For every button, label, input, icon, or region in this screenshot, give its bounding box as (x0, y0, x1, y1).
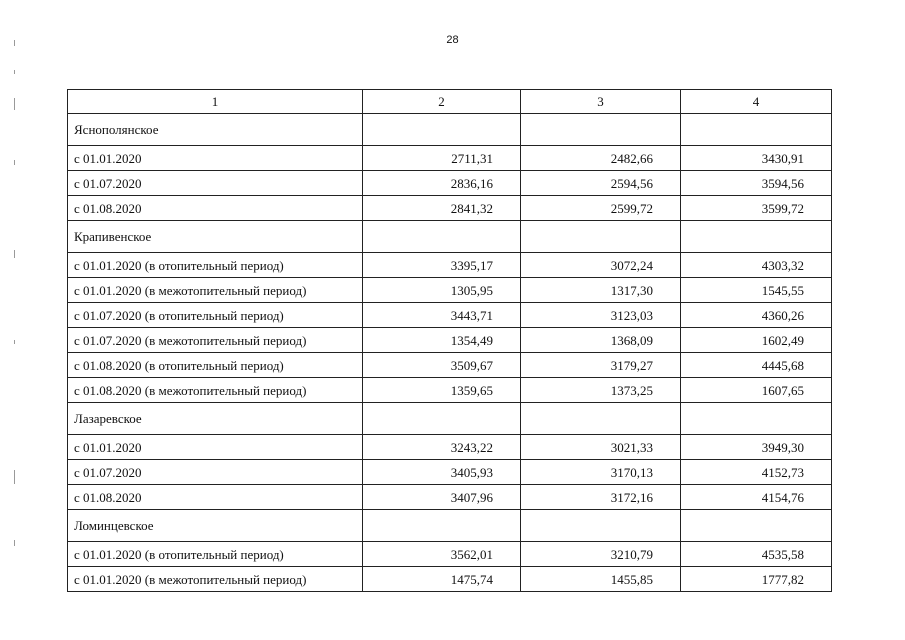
section-name: Яснополянское (68, 114, 363, 146)
table-row (68, 378, 832, 403)
period-cell: с 01.08.2020 (в отопительный период) (68, 353, 363, 378)
header-cell-2: 2 (363, 90, 521, 114)
value-cell-col3: 1373,25 (521, 378, 681, 403)
value-cell-col3: 3210,79 (521, 542, 681, 567)
value-cell-col2: 3405,93 (363, 460, 521, 485)
period-cell: с 01.01.2020 (68, 146, 363, 171)
value-cell-col4: 1602,49 (681, 328, 832, 353)
table-row (68, 303, 832, 328)
period-cell: с 01.08.2020 (68, 485, 363, 510)
table-row (68, 460, 832, 485)
table-row (68, 485, 832, 510)
period-cell: с 01.08.2020 (в межотопительный период) (68, 378, 363, 403)
table-row (68, 253, 832, 278)
empty-cell (521, 114, 681, 146)
value-cell-col2: 1354,49 (363, 328, 521, 353)
period-cell: с 01.07.2020 (в межотопительный период) (68, 328, 363, 353)
table-row (68, 146, 832, 171)
empty-cell (363, 403, 521, 435)
section-row (68, 114, 832, 146)
value-cell-col4: 1607,65 (681, 378, 832, 403)
period-cell: с 01.01.2020 (68, 435, 363, 460)
value-cell-col4: 4152,73 (681, 460, 832, 485)
empty-cell (363, 114, 521, 146)
value-cell-col4: 3599,72 (681, 196, 832, 221)
empty-cell (521, 221, 681, 253)
value-cell-col3: 2599,72 (521, 196, 681, 221)
table-body (68, 90, 832, 592)
value-cell-col2: 3243,22 (363, 435, 521, 460)
value-cell-col2: 2711,31 (363, 146, 521, 171)
value-cell-col2: 3562,01 (363, 542, 521, 567)
value-cell-col3: 3072,24 (521, 253, 681, 278)
value-cell-col4: 4154,76 (681, 485, 832, 510)
value-cell-col3: 2594,56 (521, 171, 681, 196)
section-name: Ломинцевское (68, 510, 363, 542)
value-cell-col2: 1305,95 (363, 278, 521, 303)
table-row (68, 196, 832, 221)
section-row (68, 510, 832, 542)
value-cell-col4: 4360,26 (681, 303, 832, 328)
value-cell-col2: 1359,65 (363, 378, 521, 403)
period-cell: с 01.07.2020 (в отопительный период) (68, 303, 363, 328)
section-name: Лазаревское (68, 403, 363, 435)
header-cell-3: 3 (521, 90, 681, 114)
empty-cell (681, 510, 832, 542)
empty-cell (521, 403, 681, 435)
period-cell: с 01.01.2020 (в отопительный период) (68, 542, 363, 567)
value-cell-col3: 3172,16 (521, 485, 681, 510)
value-cell-col2: 3509,67 (363, 353, 521, 378)
table-row (68, 567, 832, 592)
value-cell-col2: 3395,17 (363, 253, 521, 278)
value-cell-col4: 1545,55 (681, 278, 832, 303)
period-cell: с 01.07.2020 (68, 171, 363, 196)
empty-cell (681, 114, 832, 146)
period-cell: с 01.01.2020 (в межотопительный период) (68, 567, 363, 592)
empty-cell (681, 221, 832, 253)
value-cell-col4: 4535,58 (681, 542, 832, 567)
value-cell-col3: 1317,30 (521, 278, 681, 303)
value-cell-col4: 4445,68 (681, 353, 832, 378)
header-cell-4: 4 (681, 90, 832, 114)
header-cell-1: 1 (68, 90, 363, 114)
period-cell: с 01.08.2020 (68, 196, 363, 221)
value-cell-col4: 1777,82 (681, 567, 832, 592)
value-cell-col3: 3170,13 (521, 460, 681, 485)
margin-scan-marks (14, 40, 16, 560)
period-cell: с 01.01.2020 (в межотопительный период) (68, 278, 363, 303)
section-row (68, 221, 832, 253)
value-cell-col2: 3407,96 (363, 485, 521, 510)
period-cell: с 01.01.2020 (в отопительный период) (68, 253, 363, 278)
table-row (68, 542, 832, 567)
page-number: 28 (446, 34, 459, 46)
table-row (68, 171, 832, 196)
table-row (68, 353, 832, 378)
section-name: Крапивенское (68, 221, 363, 253)
empty-cell (521, 510, 681, 542)
period-cell: с 01.07.2020 (68, 460, 363, 485)
value-cell-col2: 2841,32 (363, 196, 521, 221)
table-header-row (68, 90, 832, 114)
empty-cell (681, 403, 832, 435)
table-row (68, 278, 832, 303)
value-cell-col2: 3443,71 (363, 303, 521, 328)
tariff-table (67, 89, 832, 592)
value-cell-col4: 3430,91 (681, 146, 832, 171)
value-cell-col4: 4303,32 (681, 253, 832, 278)
value-cell-col3: 3123,03 (521, 303, 681, 328)
value-cell-col4: 3594,56 (681, 171, 832, 196)
value-cell-col2: 1475,74 (363, 567, 521, 592)
value-cell-col2: 2836,16 (363, 171, 521, 196)
table-row (68, 435, 832, 460)
value-cell-col3: 1455,85 (521, 567, 681, 592)
section-row (68, 403, 832, 435)
empty-cell (363, 510, 521, 542)
table-row (68, 328, 832, 353)
empty-cell (363, 221, 521, 253)
value-cell-col3: 3179,27 (521, 353, 681, 378)
value-cell-col3: 2482,66 (521, 146, 681, 171)
value-cell-col4: 3949,30 (681, 435, 832, 460)
value-cell-col3: 3021,33 (521, 435, 681, 460)
value-cell-col3: 1368,09 (521, 328, 681, 353)
